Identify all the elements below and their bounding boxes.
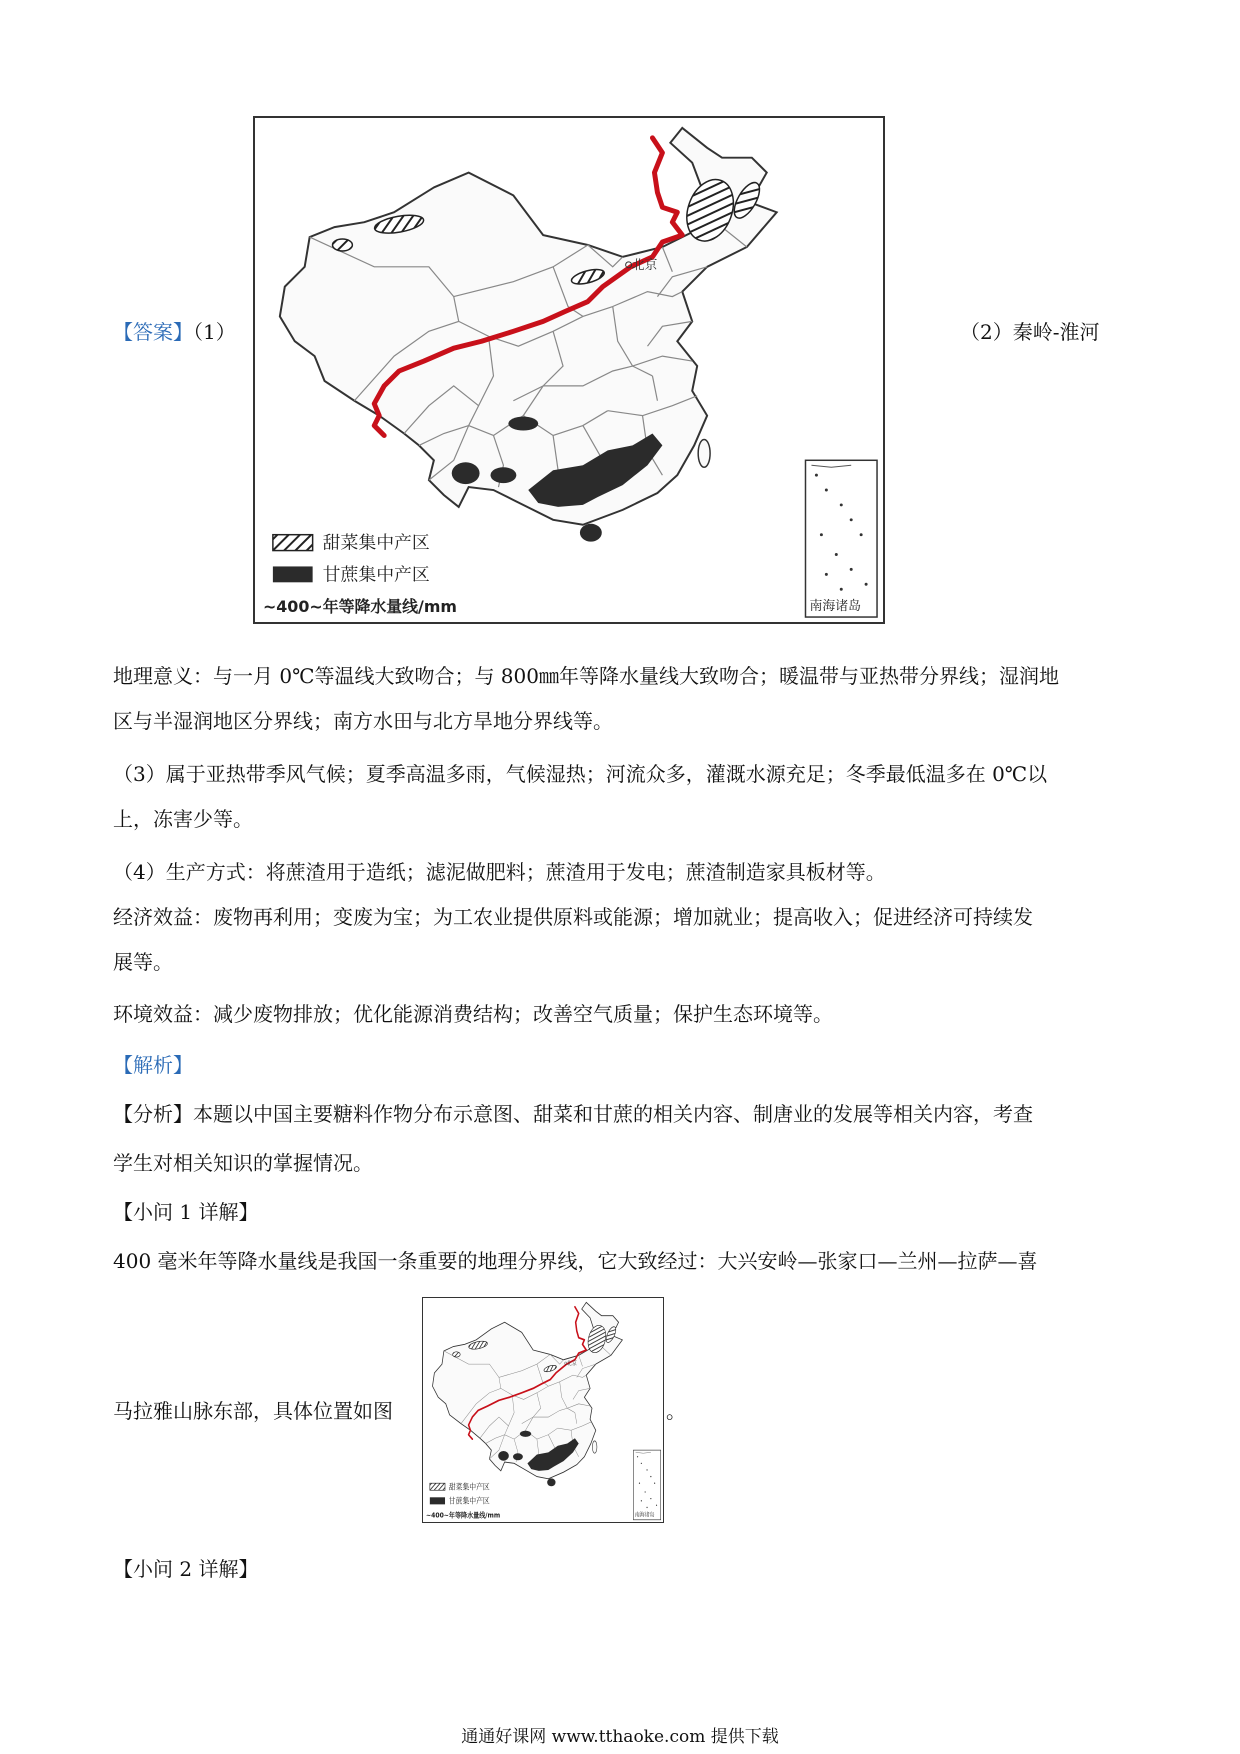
inset-island-2 <box>840 503 843 506</box>
china-sugar-crops-map <box>253 116 885 624</box>
south-china-sea-inset <box>805 460 877 617</box>
paragraph-q3-2: 上，冻害少等。 <box>113 807 253 831</box>
subquestion-1-text-1: 400 毫米年等降水量线是我国一条重要的地理分界线，它大致经过：大兴安岭—张家口—兰州—拉萨—喜 <box>113 1249 1038 1273</box>
legend-cane-label: 甘蔗集中产区 <box>322 564 430 586</box>
paragraph-q3-1: （3）属于亚热带季风气候；夏季高温多雨，气候湿热；河流众多，灌溉水源充足；冬季最低温多在 0℃以 <box>113 762 1048 786</box>
beijing-label: 北京 <box>566 1360 577 1368</box>
legend-cane-swatch <box>430 1497 445 1504</box>
map-svg <box>423 1298 663 1522</box>
hainan-island <box>547 1478 555 1486</box>
legend-isohyet-label: ~400~年等降水量线/mm <box>262 597 457 617</box>
inset-island-6 <box>835 553 838 556</box>
legend-beet-label: 甜菜集中产区 <box>322 532 430 554</box>
paragraph-q4-economic-1: 经济效益：废物再利用；变废为宝；为工农业提供原料或能源；增加就业；提高收入；促进经济可持续发 <box>113 905 1033 929</box>
page-footer: 通通好课网 www.tthaoke.com 提供下载 <box>461 1727 779 1747</box>
china-sugar-crops-map-small <box>422 1297 664 1523</box>
taiwan-island <box>698 439 710 467</box>
inset-island-0 <box>637 1456 638 1457</box>
inset-label: 南海诸岛 <box>634 1512 655 1519</box>
inset-island-3 <box>650 1476 651 1477</box>
paragraph-q4-economic-2: 展等。 <box>113 950 173 974</box>
answer-label: 【答案】 <box>113 320 193 344</box>
legend-beet-swatch <box>430 1483 445 1490</box>
paragraph-q4-environment: 环境效益：减少废物排放；优化能源消费结构；改善空气质量；保护生态环境等。 <box>113 1002 833 1026</box>
legend-beet-swatch <box>273 535 313 551</box>
inset-island-3 <box>850 518 853 521</box>
inset-island-10 <box>646 1507 647 1508</box>
cane-region-sichuan <box>508 417 538 431</box>
legend-isohyet-label: ~400~年等降水量线/mm <box>426 1511 501 1520</box>
inset-island-7 <box>650 1498 651 1499</box>
inset-island-5 <box>820 533 823 536</box>
inset-island-7 <box>850 568 853 571</box>
paragraph-significance-1: 地理意义：与一月 0℃等温线大致吻合；与 800㎜年等降水量线大致吻合；暖温带与亚热带分界线；湿润地 <box>113 664 1059 688</box>
legend-cane-label: 甘蔗集中产区 <box>448 1495 490 1506</box>
answer-q1: （1） <box>193 320 236 344</box>
taiwan-island <box>592 1441 597 1453</box>
hainan-island <box>580 524 602 542</box>
paragraph-q4-production: （4）生产方式：将蔗渣用于造纸；滤泥做肥料；蔗渣用于发电；蔗渣制造家具板材等。 <box>113 860 886 884</box>
subquestion-1-text-2: 马拉雅山脉东部，具体位置如图 <box>113 1399 393 1423</box>
subquestion-1-end: 。 <box>666 1399 686 1423</box>
inset-island-9 <box>641 1500 642 1501</box>
inset-island-10 <box>840 588 843 591</box>
analysis-fenxi-2: 学生对相关知识的掌握情况。 <box>113 1151 373 1175</box>
analysis-fenxi-1: 【分析】本题以中国主要糖料作物分布示意图、甜菜和甘蔗的相关内容、制唐业的发展等相关内容，考查 <box>113 1102 1033 1126</box>
inset-island-1 <box>825 489 828 492</box>
inset-island-9 <box>825 573 828 576</box>
inset-island-4 <box>860 533 863 536</box>
analysis-label: 【解析】 <box>113 1053 193 1077</box>
legend-beet-label: 甜菜集中产区 <box>448 1481 490 1492</box>
map-svg <box>255 118 883 622</box>
cane-region-yunnan-south <box>491 467 517 483</box>
paragraph-significance-2: 区与半湿润地区分界线；南方水田与北方旱地分界线等。 <box>113 709 613 733</box>
subquestion-1-heading: 【小问 1 详解】 <box>113 1200 259 1224</box>
answer-q2: （2）秦岭-淮河 <box>960 320 1100 344</box>
inset-island-5 <box>639 1483 640 1484</box>
cane-region-yunnan-west <box>498 1451 509 1461</box>
inset-island-4 <box>654 1483 655 1484</box>
inset-island-0 <box>815 474 818 477</box>
inset-label: 南海诸岛 <box>809 599 862 615</box>
inset-island-8 <box>865 583 868 586</box>
inset-island-2 <box>646 1469 647 1470</box>
cane-region-sichuan <box>520 1431 531 1437</box>
cane-region-yunnan-west <box>452 462 480 484</box>
south-china-sea-inset <box>633 1450 660 1520</box>
beet-region-xinjiang-2 <box>333 239 353 251</box>
inset-island-1 <box>641 1463 642 1464</box>
beet-region-xinjiang-2 <box>453 1352 461 1357</box>
subquestion-2-heading: 【小问 2 详解】 <box>113 1557 259 1581</box>
beijing-label: 北京 <box>631 257 658 273</box>
inset-island-6 <box>645 1491 646 1492</box>
legend-cane-swatch <box>273 566 313 582</box>
cane-region-yunnan-south <box>513 1453 523 1460</box>
inset-island-8 <box>656 1505 657 1506</box>
